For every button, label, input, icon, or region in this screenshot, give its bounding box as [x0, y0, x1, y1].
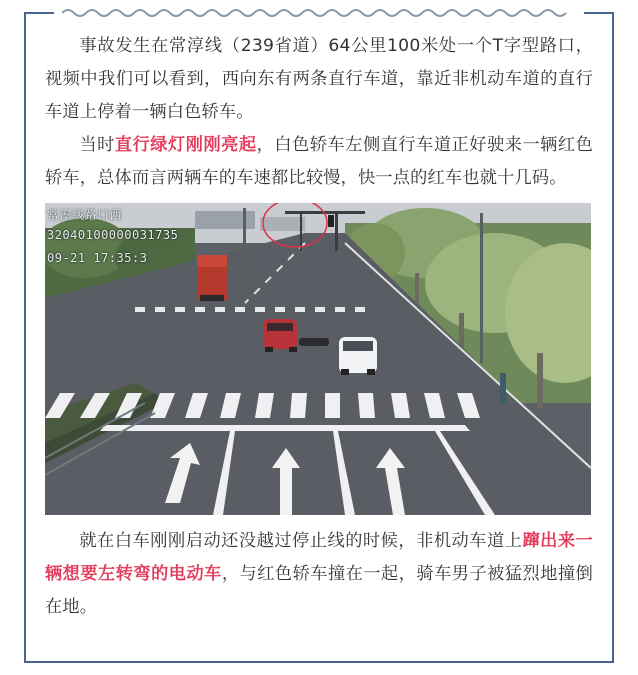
highlight-green-light: 直行绿灯刚刚亮起: [114, 135, 257, 155]
frame-left-border: [24, 12, 26, 663]
frame-bottom-border: [24, 661, 614, 663]
video-osd-location: 常淳线路口西: [47, 208, 123, 222]
paragraph-collision: [45, 525, 593, 624]
video-osd-device-id: 32040100000031735: [47, 228, 179, 242]
article-body: [45, 30, 593, 624]
frame-right-border: [612, 12, 614, 663]
paragraph-text: ，白色轿车左侧直行车道正好驶来一辆红色轿车，总体而言两辆车的车速都比较慢，快一点的红车也就十几码。: [45, 135, 593, 188]
paragraph-text: ，与红色轿车撞在一起，骑车男子被猛烈地撞倒在地。: [45, 564, 593, 617]
paragraph-intro: 事故发生在常淳线（239省道）64公里100米处一个T字型路口，视频中我们可以看到，西向东有两条直行车道，靠近非机动车道的直行车道上停着一辆白色轿车。: [45, 36, 593, 122]
frame-top-right-border: [584, 12, 614, 14]
video-osd-timestamp: 09-21 17:35:3: [47, 251, 148, 265]
paragraph-text: 当时: [79, 135, 115, 155]
cctv-video-frame: [45, 203, 591, 515]
paragraph-text: 就在白车刚刚启动还没越过停止线的时候，非机动车道上: [79, 531, 523, 551]
highlight-ebike: 蹿出来一辆想要左转弯的电动车: [45, 531, 593, 584]
road-scene-image: [45, 203, 591, 515]
wavy-divider-icon: [62, 6, 576, 20]
paragraph-traffic-light: [45, 129, 593, 195]
frame-top-left-border: [24, 12, 54, 14]
